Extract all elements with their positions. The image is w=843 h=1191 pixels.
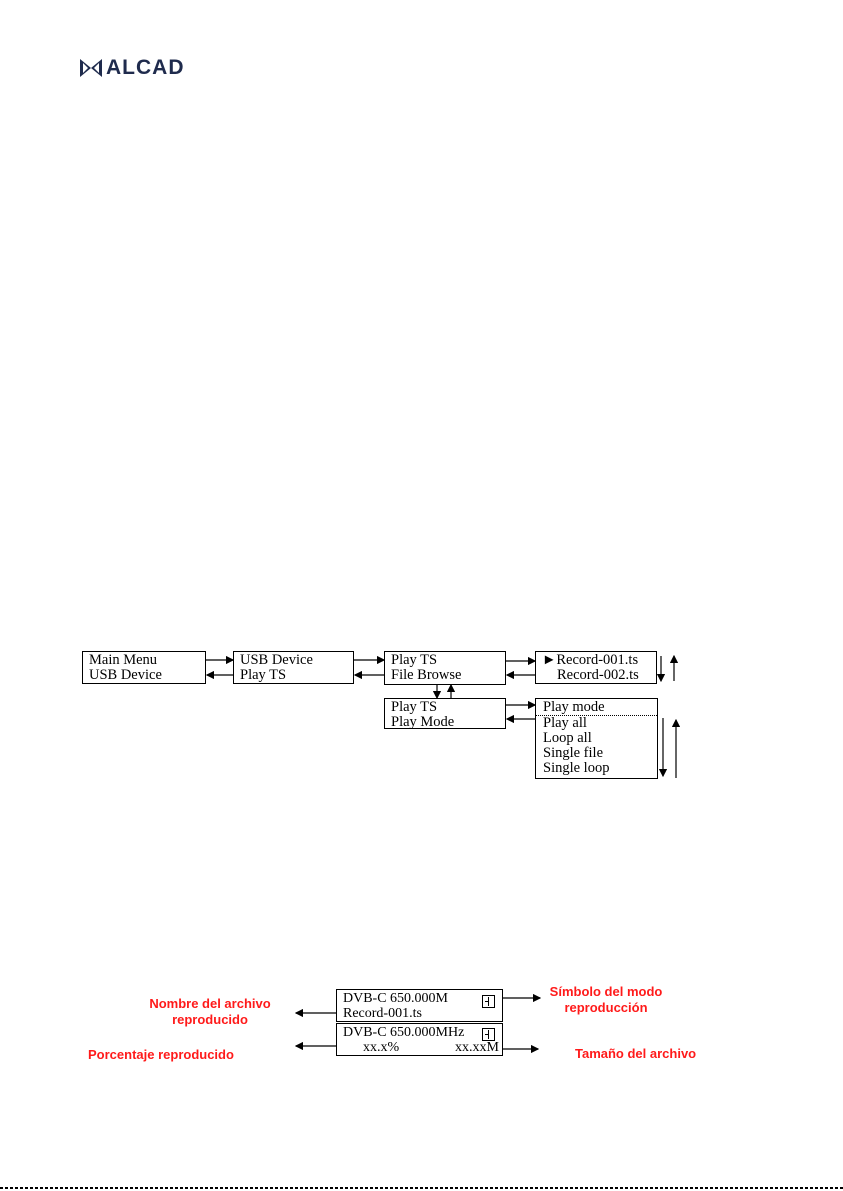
filename-annotation: Nombre del archivo reproducido [149, 996, 271, 1027]
lcd2-line2 [343, 1040, 502, 1055]
main-menu-line1: Main Menu [89, 652, 158, 668]
file-list-box [535, 651, 657, 684]
play-ts-mode-line1: Play TS [391, 699, 438, 715]
percentage-annotation: Porcentaje reproducido [88, 1047, 234, 1062]
play-mode-option-4: Single loop [543, 760, 610, 776]
filesize-annotation: Tamaño del archivo [575, 1046, 697, 1061]
play-ts-line1: Play TS [391, 652, 438, 668]
mode-symbol-annotation: Símbolo del modo reproducción [549, 984, 663, 1015]
play-ts-mode-box [384, 698, 506, 729]
lcd2-filesize: xx.xxM [455, 1040, 499, 1055]
play-mode-symbol-icon [482, 995, 495, 1008]
play-mode-option-3: Single file [543, 745, 604, 761]
lcd2-line1: DVB-C 650.000MHz [343, 1025, 465, 1040]
play-ts-box [384, 651, 506, 685]
file-item-2: Record-002.ts [557, 667, 639, 683]
play-mode-symbol-icon [482, 1028, 495, 1041]
brand-name: ALCAD [106, 56, 185, 79]
usb-device-line1: USB Device [240, 652, 313, 668]
usb-device-box [233, 651, 354, 684]
lcd1-line1: DVB-C 650.000M [343, 991, 449, 1006]
lcd-screen-2 [336, 1023, 503, 1056]
main-menu-line2: USB Device [89, 667, 162, 683]
play-ts-line2: File Browse [391, 667, 462, 683]
lcd1-line2: Record-001.ts [343, 1006, 422, 1021]
file-item-1: Record-001.ts [556, 652, 639, 668]
page-bottom-rule [0, 1187, 843, 1189]
main-menu-box [82, 651, 206, 684]
play-mode-list-box [535, 698, 658, 779]
play-marker-icon: ► [542, 652, 557, 668]
play-mode-title: Play mode [536, 700, 657, 716]
file-list-line1 [542, 653, 656, 668]
lcd-screen-1 [336, 989, 503, 1022]
play-mode-option-1: Play all [543, 715, 587, 731]
usb-device-line2: Play TS [240, 667, 287, 683]
lcd2-percentage: xx.x% [363, 1040, 400, 1055]
play-mode-option-2: Loop all [543, 730, 592, 746]
play-ts-mode-line2: Play Mode [391, 714, 455, 730]
